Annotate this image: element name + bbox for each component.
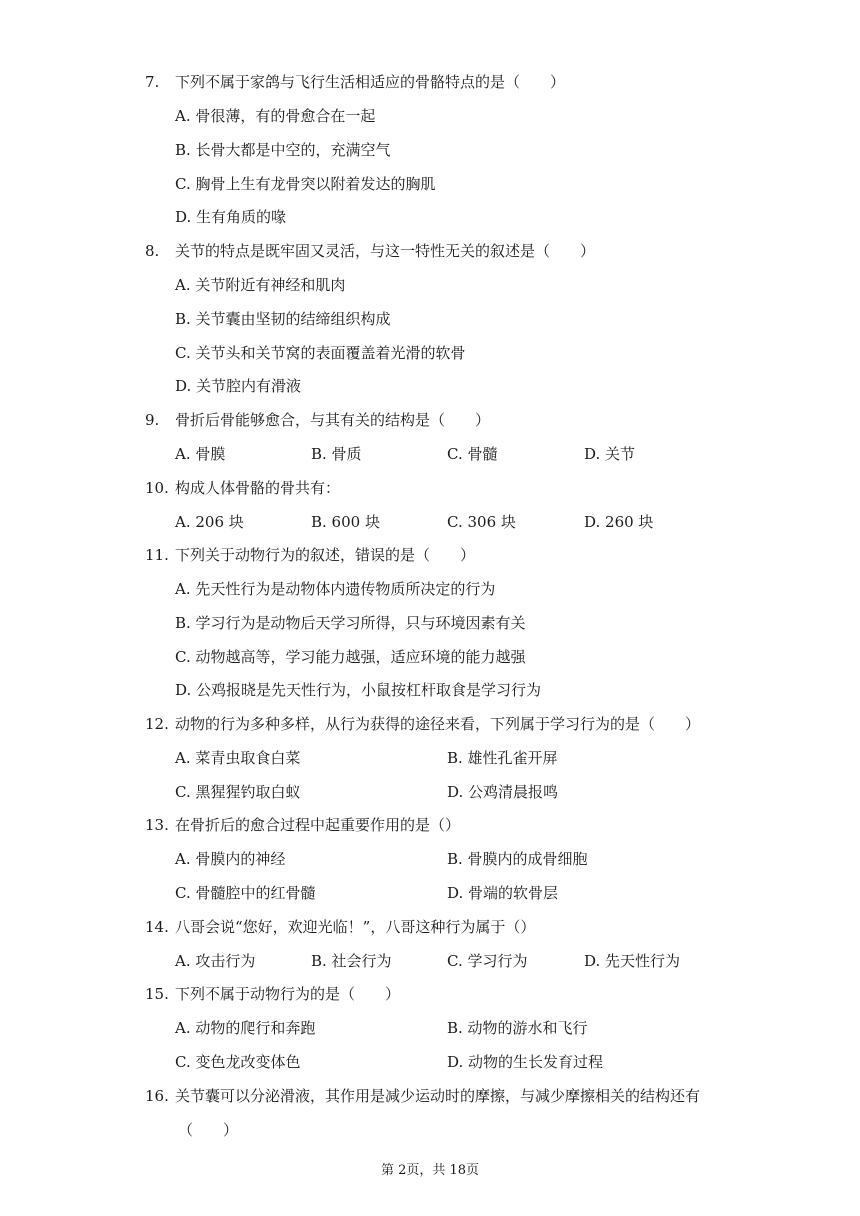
question-text: 下列不属于家鸽与飞行生活相适应的骨骼特点的是（ ） bbox=[175, 73, 566, 91]
option: D. 关节 bbox=[584, 445, 636, 463]
option: A. 骨膜 bbox=[175, 445, 226, 463]
option: D. 公鸡清晨报鸣 bbox=[447, 783, 559, 801]
question-text: 构成人体骨骼的骨共有： bbox=[175, 479, 341, 497]
option: D. 260 块 bbox=[584, 513, 654, 531]
option: B. 长骨大都是中空的，充满空气 bbox=[175, 141, 391, 159]
question-16 bbox=[145, 1086, 700, 1106]
question-12 bbox=[145, 714, 700, 734]
option: B. 骨膜内的成骨细胞 bbox=[447, 850, 588, 868]
option: A. 先天性行为是动物体内遗传物质所决定的行为 bbox=[175, 580, 496, 598]
option: C. 骨髓腔中的红骨髓 bbox=[175, 884, 316, 902]
question-text: 下列关于动物行为的叙述，错误的是（ ） bbox=[175, 546, 476, 564]
question-number: 13. bbox=[145, 816, 169, 834]
option: B. 雄性孔雀开屏 bbox=[447, 749, 558, 767]
question-number: 11. bbox=[145, 546, 169, 564]
option: A. 骨很薄，有的骨愈合在一起 bbox=[175, 107, 376, 125]
question-number: 9. bbox=[145, 411, 160, 429]
question-number: 14. bbox=[145, 918, 169, 936]
option: C. 变色龙改变体色 bbox=[175, 1053, 301, 1071]
option: A. 动物的爬行和奔跑 bbox=[175, 1019, 316, 1037]
page-footer: 第 2页，共 18页 bbox=[380, 1163, 480, 1178]
option: D. 生有角质的喙 bbox=[175, 208, 287, 226]
question-number: 15. bbox=[145, 985, 169, 1003]
question-number: 12. bbox=[145, 715, 169, 733]
option: B. 600 块 bbox=[311, 513, 380, 531]
question-7 bbox=[145, 72, 565, 92]
question-10 bbox=[145, 478, 340, 498]
option: C. 胸骨上生有龙骨突以附着发达的胸肌 bbox=[175, 175, 436, 193]
option: A. 关节附近有神经和肌肉 bbox=[175, 276, 346, 294]
option: B. 动物的游水和飞行 bbox=[447, 1019, 588, 1037]
question-text: 下列不属于动物行为的是（ ） bbox=[175, 985, 401, 1003]
question-number: 8. bbox=[145, 242, 160, 260]
option: C. 骨髓 bbox=[447, 445, 498, 463]
question-14 bbox=[145, 917, 535, 937]
option: A. 攻击行为 bbox=[175, 952, 256, 970]
question-text: 关节囊可以分泌滑液，其作用是减少运动时的摩擦，与减少摩擦相关的结构还有 bbox=[175, 1087, 701, 1105]
question-13 bbox=[145, 815, 460, 835]
option: C. 关节头和关节窝的表面覆盖着光滑的软骨 bbox=[175, 344, 466, 362]
option: B. 关节囊由坚韧的结缔组织构成 bbox=[175, 310, 391, 328]
question-text: 关节的特点是既牢固又灵活，与这一特性无关的叙述是（ ） bbox=[175, 242, 596, 260]
option: D. 先天性行为 bbox=[584, 952, 681, 970]
option: B. 骨质 bbox=[311, 445, 362, 463]
option: C. 学习行为 bbox=[447, 952, 528, 970]
question-text: 在骨折后的愈合过程中起重要作用的是（） bbox=[175, 816, 461, 834]
question-11 bbox=[145, 545, 475, 565]
option: D. 公鸡报晓是先天性行为，小鼠按杠杆取食是学习行为 bbox=[175, 681, 542, 699]
question-continuation: （ ） bbox=[178, 1121, 239, 1139]
question-15 bbox=[145, 984, 400, 1004]
question-text: 八哥会说“您好，欢迎光临！”，八哥这种行为属于（） bbox=[175, 918, 536, 936]
option: C. 黑猩猩钓取白蚁 bbox=[175, 783, 301, 801]
question-8 bbox=[145, 241, 595, 261]
question-9 bbox=[145, 410, 490, 430]
option: C. 306 块 bbox=[447, 513, 516, 531]
option: A. 206 块 bbox=[175, 513, 244, 531]
option: A. 骨膜内的神经 bbox=[175, 850, 286, 868]
question-text: 骨折后骨能够愈合，与其有关的结构是（ ） bbox=[175, 411, 491, 429]
option: D. 骨端的软骨层 bbox=[447, 884, 559, 902]
question-text: 动物的行为多种多样，从行为获得的途径来看，下列属于学习行为的是（ ） bbox=[175, 715, 701, 733]
option: A. 菜青虫取食白菜 bbox=[175, 749, 301, 767]
question-number: 10. bbox=[145, 479, 169, 497]
option: C. 动物越高等，学习能力越强，适应环境的能力越强 bbox=[175, 648, 526, 666]
option: D. 关节腔内有滑液 bbox=[175, 377, 302, 395]
option: B. 社会行为 bbox=[311, 952, 392, 970]
option: D. 动物的生长发育过程 bbox=[447, 1053, 604, 1071]
option: B. 学习行为是动物后天学习所得，只与环境因素有关 bbox=[175, 614, 526, 632]
question-number: 7. bbox=[145, 73, 160, 91]
question-number: 16. bbox=[145, 1087, 169, 1105]
